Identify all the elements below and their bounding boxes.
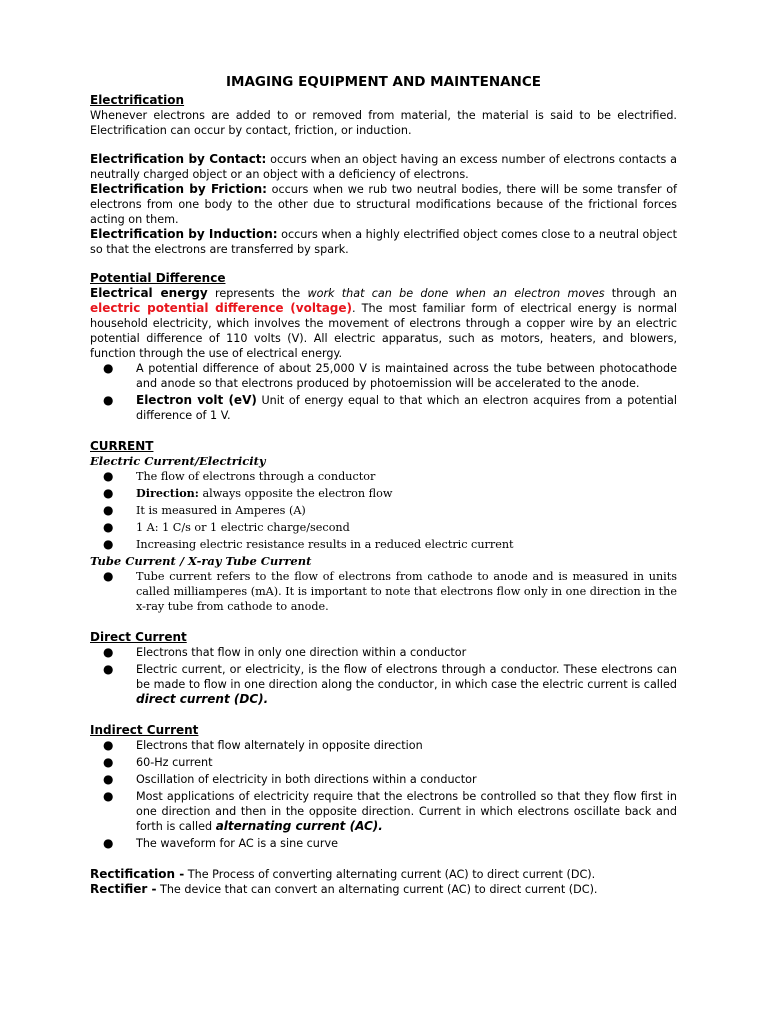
bullet-icon: ● [103, 645, 114, 659]
list-item-text: It is measured in Amperes (A) [136, 504, 306, 517]
list-item [90, 662, 677, 707]
list-item [90, 537, 677, 552]
list-item [90, 393, 677, 423]
potential-paragraph [90, 286, 677, 361]
bullet-icon: ● [103, 836, 114, 850]
document-body [90, 74, 677, 897]
electrical-energy-term: Electrical energy [90, 286, 208, 300]
induction-text: occurs when a highly electrified object comes close to a neutral object so that the electrons are transferred by spark. [90, 228, 677, 256]
rectification-term: Rectification - [90, 867, 185, 881]
list-item [90, 503, 677, 518]
bullet-icon: ● [103, 772, 114, 786]
list-item [90, 836, 677, 851]
list-item [90, 361, 677, 391]
direction-term: Direction: [136, 486, 199, 500]
list-item-text: always opposite the electron flow [198, 487, 393, 500]
tube-current-list [90, 569, 677, 614]
list-item [90, 772, 677, 787]
list-item-text: The flow of electrons through a conductor [136, 470, 376, 483]
list-item [90, 520, 677, 535]
electrification-heading: Electrification [90, 93, 185, 107]
direct-current-heading: Direct Current [90, 630, 187, 644]
bullet-icon: ● [103, 361, 114, 375]
page-title: IMAGING EQUIPMENT AND MAINTENANCE [226, 74, 541, 90]
list-item [90, 645, 677, 660]
bullet-icon: ● [103, 393, 114, 407]
potential-italic: work that can be done when an electron moves [307, 287, 605, 300]
electron-volt-term: Electron volt (eV) [136, 393, 257, 407]
rectification-paragraph [90, 867, 677, 882]
rectifier-text: The device that can convert an alternating current (AC) to direct current (DC). [156, 883, 598, 896]
list-item-text: Oscillation of electricity in both directions within a conductor [136, 773, 477, 786]
contact-text: occurs when an object having an excess number of electrons contacts a neutrally charged object or an object with a deficiency of electrons. [90, 153, 677, 181]
list-item [90, 569, 677, 614]
bullet-icon: ● [103, 537, 114, 551]
contact-term: Electrification by Contact: [90, 152, 267, 166]
potential-text-b: through an [604, 287, 677, 300]
bullet-icon: ● [103, 486, 114, 500]
induction-paragraph [90, 227, 677, 257]
friction-paragraph [90, 182, 677, 227]
list-item-text: Unit of energy equal to that which an electron acquires from a potential difference of 1 V. [136, 394, 677, 422]
bullet-icon: ● [103, 738, 114, 752]
list-item [90, 789, 677, 834]
list-item-text: Electric current, or electricity, is the flow of electrons through a conductor. These electrons can be made to flow in one direction along the conductor, in which case the electric current is called [136, 663, 677, 691]
list-item-text: Electrons that flow in only one direction within a conductor [136, 646, 467, 659]
bullet-icon: ● [103, 569, 114, 583]
potential-red-term: electric potential difference (voltage) [90, 301, 353, 315]
list-item-text: Most applications of electricity require that the electrons be controlled so that they flow first in one direction and then in the opposite direction. Current in which electrons oscillate back and forth is called [136, 790, 677, 833]
list-item-text: The waveform for AC is a sine curve [136, 837, 338, 850]
bullet-icon: ● [103, 662, 114, 676]
contact-paragraph [90, 152, 677, 182]
list-item [90, 486, 677, 501]
rectifier-paragraph [90, 882, 677, 897]
list-item [90, 738, 677, 753]
friction-text: occurs when we rub two neutral bodies, there will be some transfer of electrons from one body to the other due to structural modifications because of the frictional forces acting on them. [90, 183, 677, 226]
bullet-icon: ● [103, 789, 114, 803]
potential-heading: Potential Difference [90, 271, 226, 285]
list-item-text: Electrons that flow alternately in opposite direction [136, 739, 423, 752]
tube-current-subheading: Tube Current / X-ray Tube Current [90, 554, 312, 568]
list-item-text: Increasing electric resistance results in a reduced electric current [136, 538, 514, 551]
list-item-text: Tube current refers to the flow of electrons from cathode to anode and is measured in units called milliamperes (mA). It is important to note that electrons flow only in one direction in the x-ray tube from cathode to anode. [136, 570, 677, 613]
ac-term: alternating current (AC). [215, 819, 383, 833]
friction-term: Electrification by Friction: [90, 182, 267, 196]
list-item-text: A potential difference of about 25,000 V is maintained across the tube between photocathode and anode so that electrons produced by photoemission will be accelerated to the anode. [136, 362, 677, 390]
bullet-icon: ● [103, 520, 114, 534]
potential-text-a: represents the [207, 287, 308, 300]
dc-term: direct current (DC). [136, 692, 269, 706]
potential-text-c: . The most familiar form of electrical energy is normal household electricity, which involves the movement of electrons through a copper wire by an electric potential difference of 110 volts (V). All electric apparatus, such as motors, heaters, and blowers, function through the use of electrical energy. [90, 302, 677, 360]
indirect-current-list [90, 738, 677, 851]
electric-current-subheading: Electric Current/Electricity [90, 454, 266, 468]
rectification-text: The Process of converting alternating current (AC) to direct current (DC). [184, 868, 596, 881]
electric-current-list [90, 469, 677, 552]
indirect-current-heading: Indirect Current [90, 723, 199, 737]
electrification-intro: Whenever electrons are added to or removed from material, the material is said to be electrified. Electrification can occur by contact, friction, or induction. [90, 109, 677, 137]
bullet-icon: ● [103, 755, 114, 769]
current-heading: CURRENT [90, 439, 154, 453]
induction-term: Electrification by Induction: [90, 227, 278, 241]
list-item [90, 469, 677, 484]
rectifier-term: Rectifier - [90, 882, 157, 896]
potential-list [90, 361, 677, 423]
list-item-text: 1 A: 1 C/s or 1 electric charge/second [136, 521, 350, 534]
direct-current-list [90, 645, 677, 707]
list-item [90, 755, 677, 770]
bullet-icon: ● [103, 503, 114, 517]
list-item-text: 60-Hz current [136, 756, 213, 769]
bullet-icon: ● [103, 469, 114, 483]
